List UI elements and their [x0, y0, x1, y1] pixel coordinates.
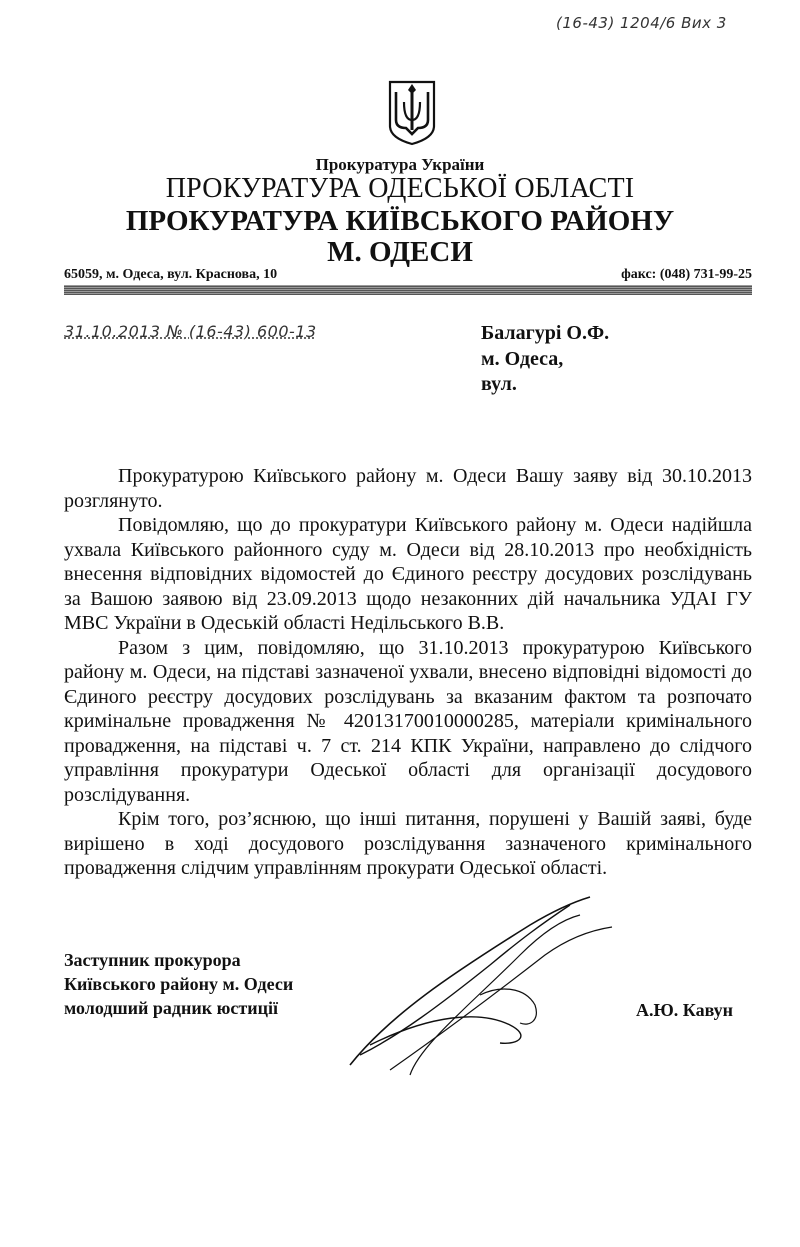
org-district-title: ПРОКУРАТУРА КИЇВСЬКОГО РАЙОНУ — [125, 205, 675, 237]
org-regional-title: ПРОКУРАТУРА ОДЕСЬКОЇ ОБЛАСТІ — [165, 173, 635, 204]
signatory-title-line1: Заступник прокурора — [64, 950, 241, 970]
paragraph: Повідомляю, що до прокуратури Київського району м. Одеси надійшла ухвала Київського районного суду м. Одеси від 28.10.2013 про необхідність внесення відповідних відомостей до Єдиного реєстру досудових розслідувань за Вашою заявою від 23.09.2013 щодо незаконних дій начальника УДАІ ГУ МВС України в Одеській області Недільського В.В. — [64, 514, 752, 634]
handwritten-signature-icon — [330, 895, 620, 1080]
signatory-title-line3: молодший радник юстиції — [64, 998, 278, 1018]
signatory-name: А.Ю. Кавун — [636, 1000, 734, 1020]
outgoing-reference: 31.10.2013 № (16-43) 600-13 — [64, 322, 317, 341]
paragraph: Прокуратурою Київського району м. Одеси Вашу заяву від 30.10.2013 розглянуто. — [64, 465, 752, 512]
trident-emblem-icon — [386, 80, 438, 146]
paragraph: Разом з цим, повідомляю, що 31.10.2013 прокуратурою Київського району м. Одеси, на підставі зазначеної ухвали, внесено відповідні відомості до Єдиного реєстру досудових розслідувань за вказаним фактом та розпочато кримінальне провадження № 42013170010000285, матеріали кримінального провадження, на підставі ч. 7 ст. 214 КПК України, направлено до слідчого управління прокуратури Одеської області для організації досудового розслідування. — [64, 636, 752, 806]
handwritten-registry-note: (16-43) 1204/6 Вих 3 — [556, 14, 727, 32]
header-separator — [64, 285, 752, 295]
recipient-name: Балагурі О.Ф. — [481, 322, 610, 344]
recipient-street: вул. — [481, 373, 517, 395]
paragraph: Крім того, роз’яснюю, що інші питання, порушені у Вашій заяві, буде вирішено в ході досудового розслідування зазначеного кримінального провадження слідчим управлінням прокурати Одеської області. — [64, 808, 752, 879]
org-address: 65059, м. Одеса, вул. Краснова, 10 — [64, 267, 278, 282]
org-parent-title: Прокуратура України — [315, 155, 485, 174]
recipient-city: м. Одеса, — [481, 348, 564, 370]
org-fax: факс: (048) 731-99-25 — [621, 267, 752, 282]
letter-body — [64, 464, 752, 881]
org-city-title: М. ОДЕСИ — [327, 236, 473, 268]
signatory-title-line2: Київського району м. Одеси — [64, 974, 294, 994]
